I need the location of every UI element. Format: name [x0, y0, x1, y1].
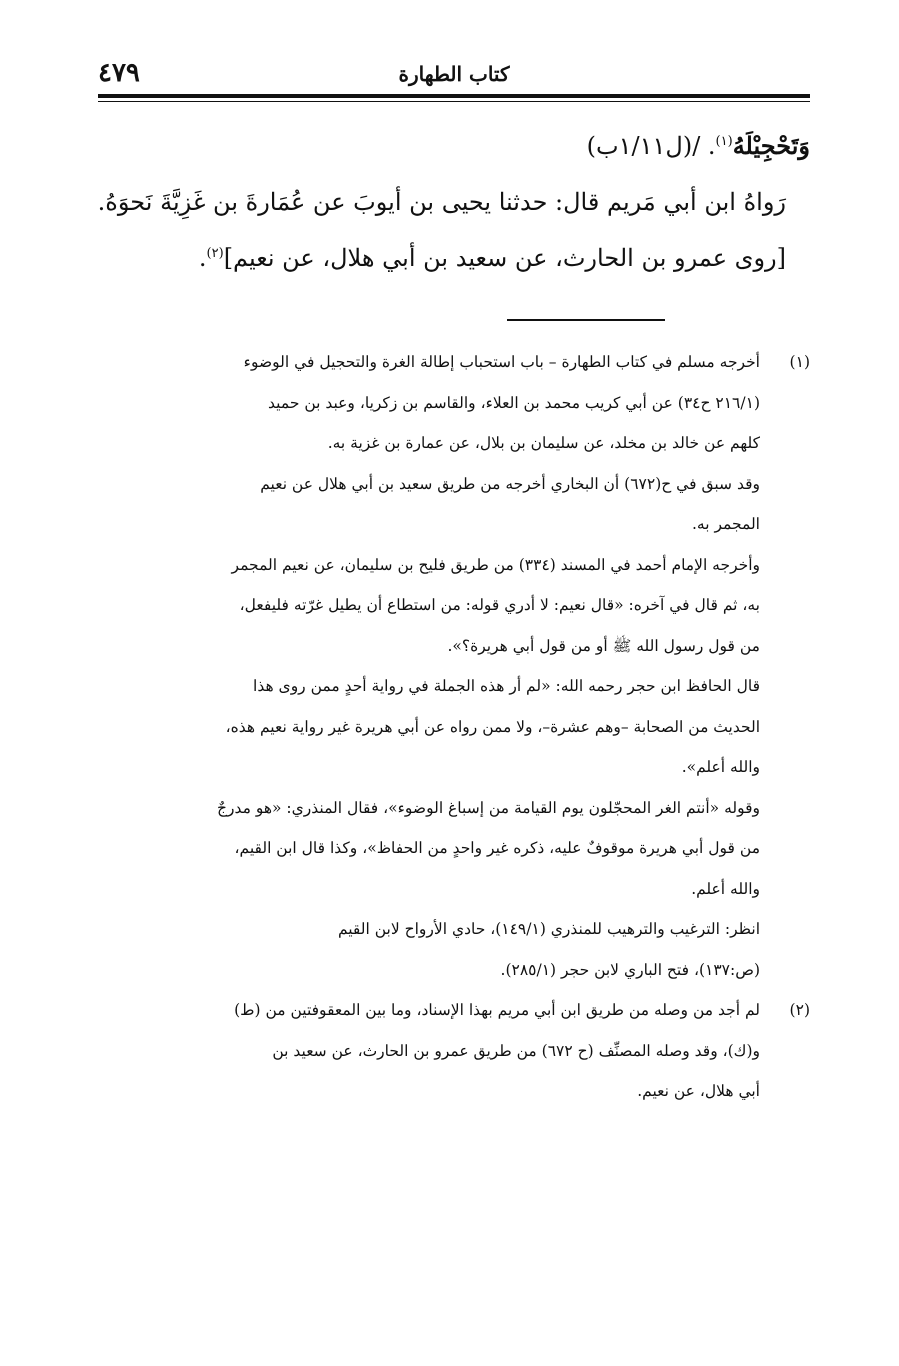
- header-rule-thin: [98, 101, 810, 102]
- footnote-number: (١): [789, 353, 810, 371]
- footnote-line: [98, 990, 810, 1031]
- footnotes: [98, 342, 810, 1112]
- main-line-2: رَواهُ ابن أبي مَريم قال: حدثنا يحيى بن أيوبَ عن عُمَارةَ بن غَزِيَّةَ نَحوَهُ.: [97, 188, 786, 216]
- footnote-ref-1: (١): [715, 134, 733, 149]
- period: .: [198, 244, 207, 272]
- footnote-text: لم أجد من وصله من طريق ابن أبي مريم بهذا الإسناد، وما بين المعقوفتين من (ط): [234, 1001, 760, 1019]
- main-line-3: [98, 230, 810, 286]
- footnote-line: و(ك)، وقد وصله المصنِّف (ح ٦٧٢) من طريق عمرو بن الحارث، عن سعيد بن: [272, 1041, 760, 1060]
- footnote-line: (ص:١٣٧)، فتح الباري لابن حجر (٢٨٥/١).: [500, 960, 760, 979]
- footnote-line: كلهم عن خالد بن مخلد، عن سليمان بن بلال، عن عمارة بن غزية به.: [327, 434, 760, 452]
- footnote-line: من قول أبي هريرة موقوفٌ عليه، ذكره غير واحدٍ من الحفاظ»، وكذا قال ابن القيم،: [234, 839, 760, 857]
- footnote-line: وأخرجه الإمام أحمد في المسند (٣٣٤) من طريق فليح بن سليمان، عن نعيم المجمر: [231, 555, 760, 574]
- footnote-line: وقد سبق في ح(٦٧٢) أن البخاري أخرجه من طريق سعيد بن أبي هلال عن نعيم: [260, 474, 760, 493]
- footnote-number: (٢): [789, 1001, 810, 1019]
- footnote-1: [98, 342, 810, 990]
- footnote-line: والله أعلم».: [681, 758, 760, 776]
- footnote-line: قال الحافظ ابن حجر رحمه الله: «لم أر هذه الجملة في رواية أحدٍ ممن روى هذا: [253, 677, 760, 695]
- page-number: ٤٧٩: [98, 58, 140, 88]
- header-rule-thick: [98, 94, 810, 98]
- running-header: [98, 58, 810, 92]
- footnote-text: أخرجه مسلم في كتاب الطهارة – باب استحباب إطالة الغرة والتحجيل في الوضوء: [243, 353, 760, 371]
- footnote-separator: [507, 319, 665, 321]
- main-text: [98, 118, 810, 286]
- footnote-line: وقوله «أنتم الغر المحجّلون يوم القيامة من إسباغ الوضوء»، فقال المنذري: «هو مدرجٌ: [216, 798, 760, 817]
- hadith-end-word: وَتَحْجِيْلَهُ: [732, 131, 810, 160]
- footnote-line: [98, 342, 810, 383]
- footnote-ref-2: (٢): [206, 246, 224, 261]
- footnote-line: المجمر به.: [692, 515, 760, 533]
- footnote-line: والله أعلم.: [691, 879, 760, 898]
- footnote-line: به، ثم قال في آخره: «قال نعيم: لا أدري قوله: من استطاع أن يطيل غرّته فليفعل،: [239, 596, 760, 614]
- footnote-line: (٢١٦/١ ح٣٤) عن أبي كريب محمد بن العلاء، والقاسم بن زكريا، وعبد بن حميد: [268, 393, 760, 412]
- footnote-2: [98, 990, 810, 1112]
- book-title: كتاب الطهارة: [398, 62, 510, 86]
- main-line-1: [98, 118, 810, 174]
- footnote-line: انظر: الترغيب والترهيب للمنذري (١٤٩/١)، حادي الأرواح لابن القيم: [337, 920, 760, 938]
- manuscript-folio-ref: . /(ل١/١١ب): [586, 132, 716, 160]
- footnote-line: من قول رسول الله ﷺ أو من قول أبي هريرة؟».: [447, 636, 760, 655]
- footnote-line: الحديث من الصحابة –وهم عشرة–، ولا ممن رواه عن أبي هريرة غير رواية نعيم هذه،: [225, 717, 760, 736]
- footnote-line: أبي هلال، عن نعيم.: [637, 1082, 760, 1100]
- bracketed-narration: [روى عمرو بن الحارث، عن سعيد بن أبي هلال، عن نعيم]: [223, 244, 786, 272]
